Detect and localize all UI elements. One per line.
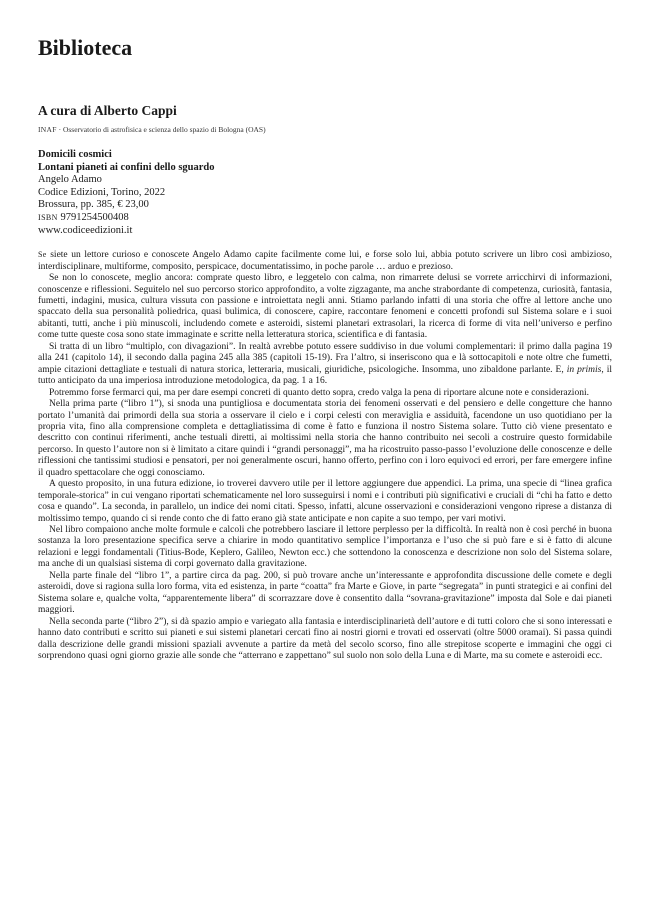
review-paragraph: Nella prima parte (“libro 1”), si snoda una puntigliosa e documentata storia dei fenomeni osservati e del pensiero e delle congetture che hanno portato l’umanità dai primordi della sua storia a osservare il cielo e i corpi celesti con meraviglia e assiduità, facendone un uso quotidiano per la propria vita, fino alla comprensione completa e dettagliatissima di come è fatto e funziona il nostro Sistema solare. Tutto ciò viene presentato e descritto con continui riferimenti, anche testuali diretti, ai moltissimi nella storia che hanno contribuito nei secoli a costruire questo formidabile percorso. In questo l’autore non si è limitato a citare quindi i “grandi personaggi”, ma ha ricostruito passo-passo l’evoluzione delle conoscenze e delle riflessioni che tantissimi studiosi e pensatori, per noi generalmente oscuri, hanno offerto, perfino con i loro equivoci ed errori, per fare emergere infine il quadro spettacolare che oggi conosciamo. bbox=[38, 399, 612, 478]
affiliation-abbr: INAF bbox=[38, 125, 57, 134]
book-website: www.codiceedizioni.it bbox=[38, 224, 133, 236]
book-isbn bbox=[38, 212, 612, 225]
review-paragraph: Nel libro compaiono anche molte formule e calcoli che potrebbero lasciare il lettore perplesso per la difficoltà. In realtà non è così perché in buona sostanza la loro presentazione specifica serve a chiarire in modo quantitativo semplice l’importanza e l’uso che si può fare e si è fatto di alcune relazioni e leggi fondamentali (Titius-Bode, Keplero, Galileo, Newton ecc.) che sottendono la conoscenza e descrizione non solo del Sistema solare, ma anche di un qualsiasi sistema di corpi governato dalla gravitazione. bbox=[38, 525, 612, 570]
review-paragraph: Se siete un lettore curioso e conoscete Angelo Adamo capite facilmente come lui, e forse solo lui, abbia potuto scrivere un libro così ambizioso, interdisciplinare, multiforme, composito, perspicace, documentatissimo, in poche parole … arduo e prezioso. bbox=[38, 250, 612, 272]
lead-word: Se bbox=[38, 250, 47, 260]
book-publisher: Codice Edizioni, Torino, 2022 bbox=[38, 186, 166, 198]
affiliation-text: · Osservatorio di astrofisica e scienza dello spazio di Bologna (OAS) bbox=[56, 125, 266, 134]
review-body bbox=[38, 249, 612, 662]
isbn-label: ISBN bbox=[38, 212, 58, 222]
book-format: Brossura, pp. 385, € 23,00 bbox=[38, 199, 149, 211]
review-paragraph: Si tratta di un libro “multiplo, con divagazioni”. In realtà avrebbe potuto essere suddiviso in due volumi complementari: il primo dalla pagina 19 alla 241 (capitolo 14), il secondo dalla pagina 245 alla 385 (capitoli 15-19). Fra l’altro, si inseriscono qua e là sottocapitoli e note oltre che fumetti, ampie citazioni dettagliate e testuali di natura storica, letteraria, musicali, giuridiche, psicologiche. Insomma, uno zibaldone parlante. E, in primis, il tutto anticipato da una imperiosa introduzione metodologica, da pag. 1 a 16. bbox=[38, 341, 612, 387]
book-info bbox=[38, 149, 612, 237]
section-title: Biblioteca bbox=[38, 35, 133, 60]
editor-affiliation bbox=[38, 125, 612, 135]
editor-byline: A cura di Alberto Cappi bbox=[38, 103, 177, 118]
review-paragraph: Se non lo conoscete, meglio ancora: comprate questo libro, e leggetelo con calma, non rimarrete delusi se vorrete arricchirvi di informazioni, conoscenze e riflessioni. Seguitelo nel suo percorso storico approfondito, a volte zigzagante, ma anche strabordante di competenza, curiosità, fantasia, fumetti, indagini, musica, cultura vissuta con passione e introiettata negli anni. Stiamo parlando infatti di una storia che offre al lettore anche uno spaccato della sua personalità poliedrica, quasi bulimica, di conoscere, capire, raccontare fenomeni e concetti profondi sul Sistema solare e i suoi abitanti, tutti, anche i più minuscoli, includendo comete e asteroidi, sistemi planetari extrasolari, la ricerca di forme di vita nell’universo e perfino come tutte queste cosa sono state immaginate e scritte nella letteratura storica, scientifica e di fantasia. bbox=[38, 273, 612, 341]
book-title: Lontani pianeti ai confini dello sguardo bbox=[38, 161, 215, 173]
isbn-number: 9791254500408 bbox=[57, 211, 129, 223]
review-paragraph: Nella parte finale del “libro 1”, a partire circa da pag. 200, si può trovare anche un’interessante e approfondita discussione delle comete e degli asteroidi, dove si ragiona sulla loro forma, vita ed esistenza, in parte “coatta” fra Marte e Giove, in parte “segregata” in punti strategici e ai confini del Sistema solare e, qualche volta, “apparentemente libera” di scorrazzare dove è consentito dalla “sovrana-gravitazione” imposta dal Sole e dai pianeti maggiori. bbox=[38, 570, 612, 616]
review-paragraph: A questo proposito, in una futura edizione, io troverei davvero utile per il lettore aggiungere due appendici. La prima, una specie di “linea grafica temporale-storica” in cui vengano riportati schematicamente nel loro susseguirsi i nomi e i contributi più significativi e cruciali di “chi ha fatto e detto cosa e quando”. La seconda, in parallelo, un indice dei nomi citati. Spesso, infatti, alcune osservazioni e considerazioni vengono riprese a distanza di moltissimo tempo, quando ci si rende conto che di fatto erano già state anticipate e non capite a suo tempo, per vari motivi. bbox=[38, 479, 612, 524]
book-author: Angelo Adamo bbox=[38, 174, 102, 186]
book-series: Domicili cosmici bbox=[38, 149, 112, 160]
review-paragraph: Nella seconda parte (“libro 2”), si dà spazio ampio e variegato alla fantasia e interdisciplinarietà dell’autore e di tutti coloro che si sono interessati e hanno dato contributi e scritto sui pianeti e sui sistemi planetari cercati fino ai nostri giorni e trovati ed osservati (oltre 5000 oramai). Si passa quindi dalla descrizione delle grandi missioni spaziali avvenute a partire da metà del secolo scorso, fino alle strepitose scoperte e immagini che oggi ci sorprendono quasi ogni giorno grazie alle sonde che “atterrano e zappettano” sul suolo non solo della Luna e di Marte, ma su comete e asteroidi ecc. bbox=[38, 616, 612, 662]
review-paragraph: Potremmo forse fermarci qui, ma per dare esempi concreti di quanto detto sopra, credo valga la pena di riportare alcune note e considerazioni. bbox=[49, 387, 589, 398]
